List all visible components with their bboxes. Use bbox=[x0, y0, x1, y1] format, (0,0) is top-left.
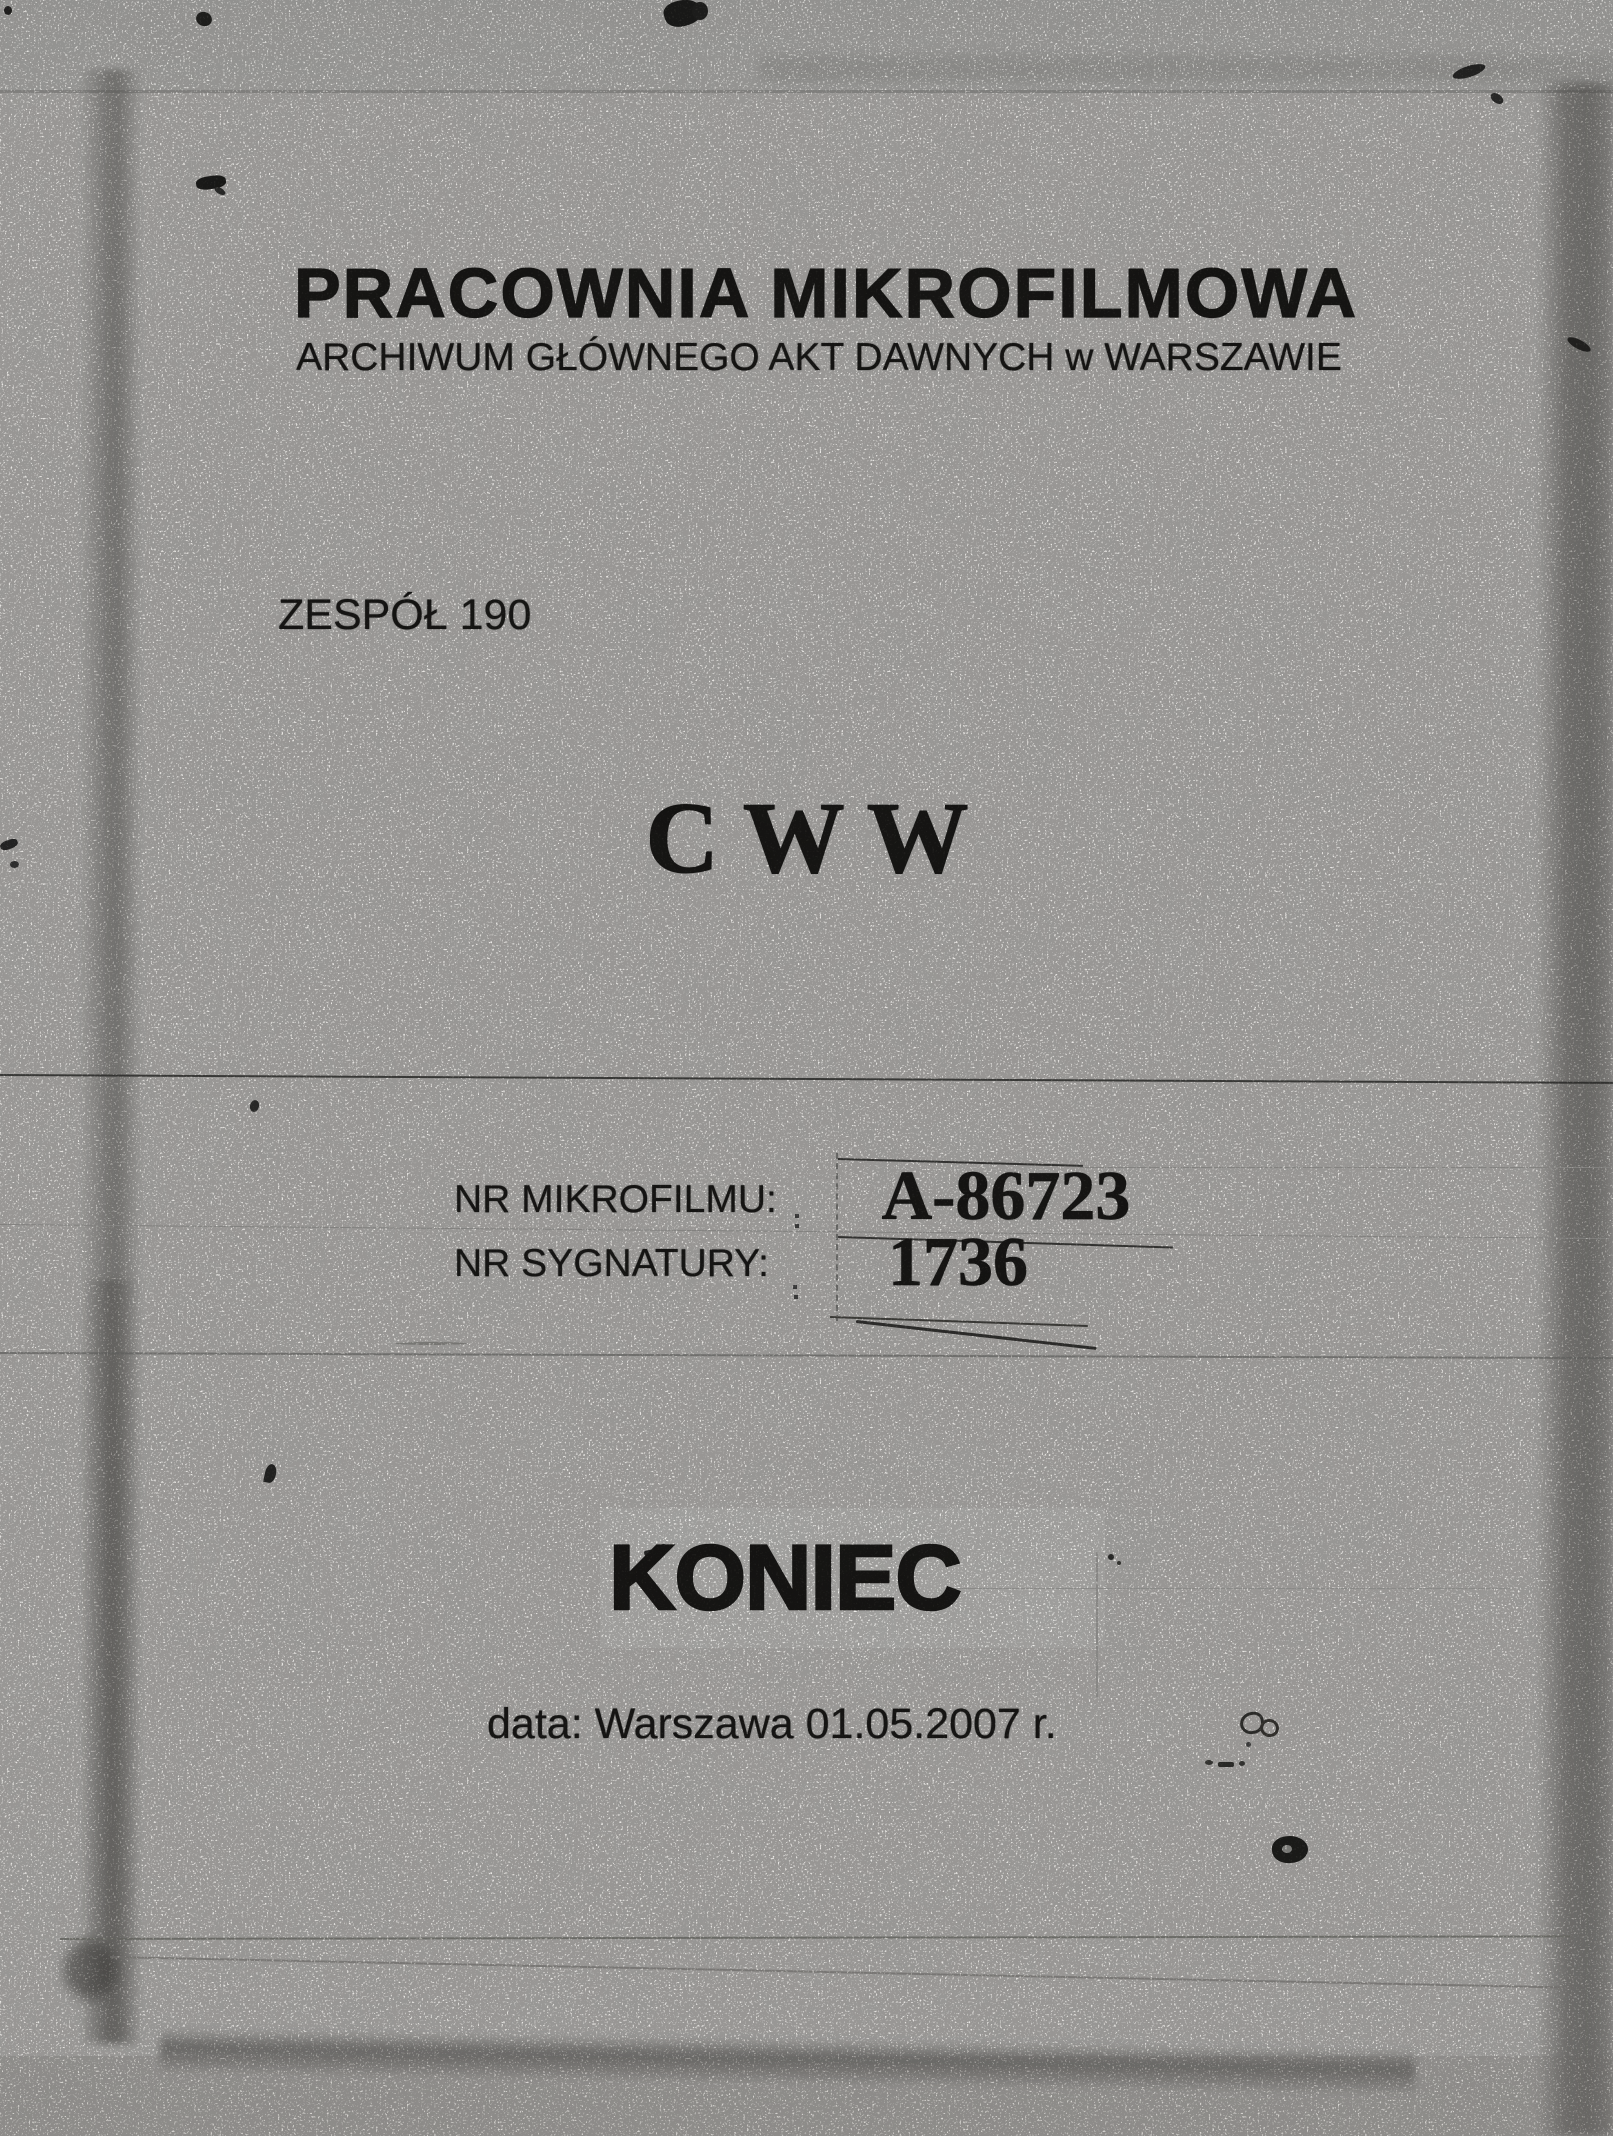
ink-speck bbox=[795, 1224, 799, 1228]
ink-speck bbox=[794, 1295, 798, 1299]
scanner-bed-area bbox=[0, 2056, 1613, 2136]
microfilm-number-value: A-86723 bbox=[881, 1158, 1131, 1235]
pencil-mark bbox=[395, 1342, 467, 1345]
date-line: data: Warszawa 01.05.2007 r. bbox=[487, 1700, 1057, 1748]
document-title: PRACOWNIA MIKROFILMOWA bbox=[293, 254, 1359, 332]
scan-line bbox=[0, 1074, 1613, 1084]
ink-speck bbox=[4, 6, 12, 15]
scan-line-faint bbox=[950, 1588, 1510, 1589]
ink-speck bbox=[0, 837, 19, 852]
ink-speck bbox=[249, 1099, 261, 1113]
ink-mark bbox=[263, 1463, 278, 1484]
microfilm-number-label: NR MIKROFILMU: bbox=[454, 1178, 777, 1221]
ink-speck bbox=[793, 1285, 797, 1289]
scan-line bbox=[110, 1956, 1570, 1989]
end-of-reel-label: KONIEC bbox=[609, 1527, 961, 1629]
signature-number-label: NR SYGNATURY: bbox=[454, 1242, 769, 1285]
ink-mark bbox=[1218, 1762, 1234, 1767]
signature-number-value: 1736 bbox=[888, 1224, 1028, 1301]
pasted-label-edge bbox=[1096, 1552, 1098, 1697]
ink-speck bbox=[795, 1214, 799, 1218]
ink-speck bbox=[1205, 1760, 1213, 1765]
ink-speck bbox=[1117, 1561, 1121, 1565]
collection-code: C W W bbox=[645, 782, 969, 895]
scan-line bbox=[0, 1352, 1613, 1359]
ink-mark bbox=[213, 185, 226, 196]
ink-speck bbox=[1108, 1554, 1114, 1560]
value-box-line-extension bbox=[1080, 1167, 1613, 1168]
ink-speck bbox=[1239, 1761, 1245, 1766]
page-edge-shadow-left-lower bbox=[82, 1280, 140, 2040]
ink-speck bbox=[1246, 1742, 1251, 1747]
ink-blot bbox=[692, 2, 708, 20]
ink-blot-highlight bbox=[1282, 1845, 1292, 1853]
page-edge-shadow-right bbox=[1536, 82, 1613, 2136]
page-edge-smudge bbox=[64, 1940, 116, 2000]
fond-number-label: ZESPÓŁ 190 bbox=[278, 591, 532, 639]
film-scratch bbox=[1489, 91, 1506, 106]
ink-speck bbox=[10, 861, 19, 868]
document-subtitle: ARCHIWUM GŁÓWNEGO AKT DAWNYCH w WARSZAWIE bbox=[296, 336, 1342, 379]
scan-line bbox=[60, 1935, 1570, 1940]
scan-top-edge-shadow bbox=[760, 56, 1613, 82]
scan-line-faint bbox=[0, 1224, 1613, 1239]
